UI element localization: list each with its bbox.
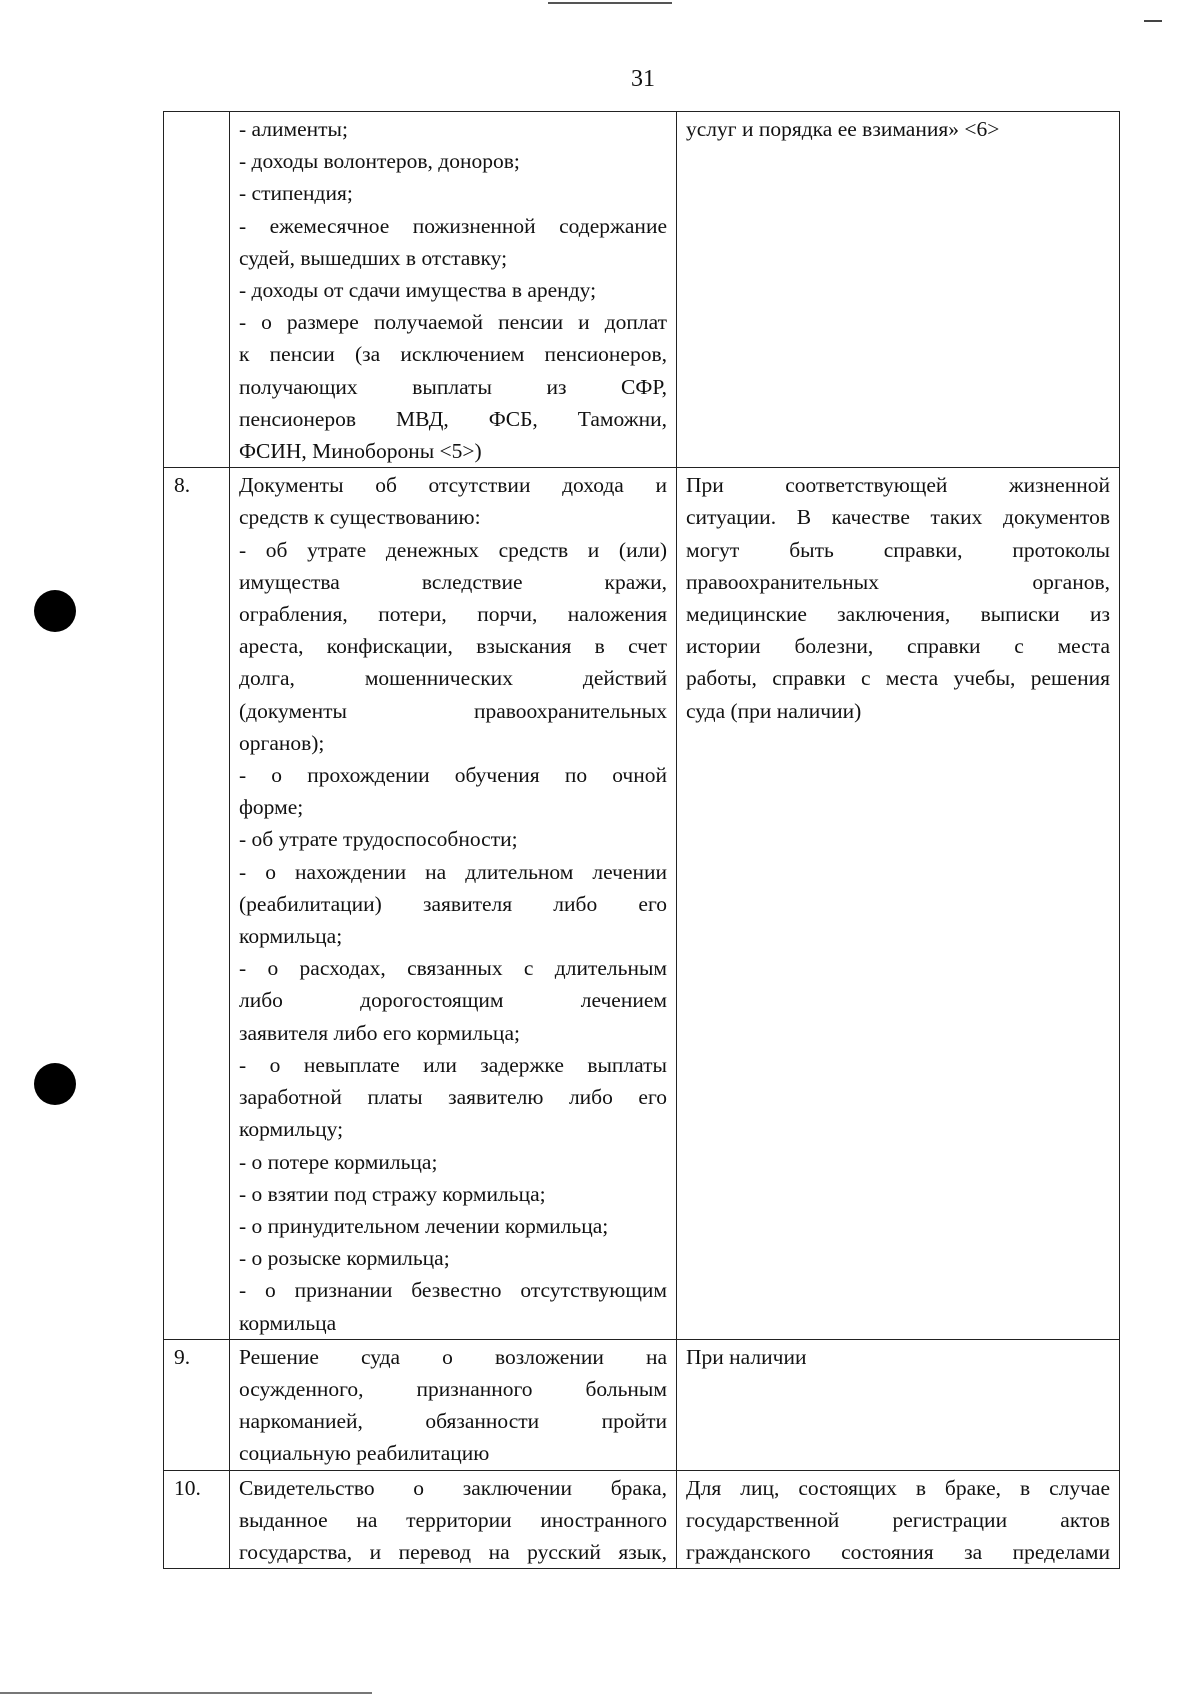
text-line: гражданского состояния за пределами xyxy=(686,1539,1110,1564)
text-line: органов); xyxy=(239,730,325,755)
text-line: - о взятии под стражу кормильца; xyxy=(239,1181,546,1206)
scan-edge-mark-bottom xyxy=(0,1692,372,1694)
document-cell xyxy=(230,1470,677,1569)
text-line: услуг и порядка ее взимания» <6> xyxy=(686,117,1000,141)
text-line: (документы правоохранительных xyxy=(239,698,667,723)
text-line: работы, справки с места учебы, решения xyxy=(686,666,1110,691)
text-line: средств к существованию: xyxy=(239,505,481,530)
text-line: социальную реабилитацию xyxy=(239,1441,490,1466)
text-line: - о прохождении обучения по очной xyxy=(239,763,667,788)
text-line: Решение суда о возложении на xyxy=(239,1344,667,1369)
text-line: к пенсии (за исключением пенсионеров, xyxy=(239,342,667,367)
text-line: осужденного, признанного больным xyxy=(239,1376,667,1401)
text-line: - об утрате трудоспособности; xyxy=(239,827,518,852)
text-line: (реабилитации) заявителя либо его xyxy=(239,891,667,916)
text-line: наркоманией, обязанности пройти xyxy=(239,1409,667,1434)
row-number: 8. xyxy=(164,468,230,1339)
text-line: выданное на территории иностранного xyxy=(239,1507,667,1532)
text-line: правоохранительных органов, xyxy=(686,569,1110,594)
table-row xyxy=(164,112,1120,468)
text-line: форме; xyxy=(239,795,304,820)
punch-hole xyxy=(34,590,76,632)
text-line: - о размере получаемой пенсии и доплат xyxy=(239,310,667,335)
text-line: государственной регистрации актов xyxy=(686,1507,1110,1532)
row-number: 9. xyxy=(164,1339,230,1470)
table-row xyxy=(164,1339,1120,1470)
text-line: - стипендия; xyxy=(239,181,353,206)
table-row xyxy=(164,1470,1120,1569)
text-line: получающих выплаты из СФР, xyxy=(239,374,667,399)
row-number: 10. xyxy=(164,1470,230,1569)
table-row xyxy=(164,468,1120,1339)
row-number xyxy=(164,112,230,468)
text-line: - о невыплате или задержке выплаты xyxy=(239,1052,667,1077)
text-line: кормильца; xyxy=(239,924,343,949)
text-line: долга, мошеннических действий xyxy=(239,666,667,691)
text-line: Свидетельство о заключении брака, xyxy=(239,1475,667,1500)
text-line: судей, вышедших в отставку; xyxy=(239,245,508,270)
text-line: - о потере кормильца; xyxy=(239,1149,438,1174)
text-line: суда (при наличии) xyxy=(686,698,862,723)
punch-hole xyxy=(34,1063,76,1105)
text-line: - алименты; xyxy=(239,117,348,141)
text-line: пенсионеров МВД, ФСБ, Таможни, xyxy=(239,406,667,431)
note-cell xyxy=(677,112,1120,468)
text-line: ограбления, потери, порчи, наложения xyxy=(239,602,667,627)
text-line: государства, и перевод на русский язык, xyxy=(239,1539,667,1564)
document-cell xyxy=(230,112,677,468)
text-line: - ежемесячное пожизненной содержание xyxy=(239,213,667,238)
text-line: медицинские заключения, выписки из xyxy=(686,602,1110,627)
note-cell xyxy=(677,1470,1120,1569)
text-line: ареста, конфискации, взыскания в счет xyxy=(239,634,667,659)
text-line: - о розыске кормильца; xyxy=(239,1246,450,1271)
text-line: - о расходах, связанных с длительным xyxy=(239,956,667,981)
text-line: имущества вследствие кражи, xyxy=(239,569,667,594)
page-number: 31 xyxy=(631,66,655,92)
text-line: либо дорогостоящим лечением xyxy=(239,988,667,1013)
documents-table xyxy=(163,111,1120,1569)
text-line: ФСИН, Минобороны <5>) xyxy=(239,439,482,464)
text-line: кормильцу; xyxy=(239,1117,344,1142)
text-line: Документы об отсутствии дохода и xyxy=(239,473,667,498)
text-line: При соответствующей жизненной xyxy=(686,473,1110,498)
text-line: - об утрате денежных средств и (или) xyxy=(239,537,667,562)
text-line: - доходы от сдачи имущества в аренду; xyxy=(239,278,597,303)
text-line: заработной платы заявителю либо его xyxy=(239,1085,667,1110)
text-line: - о нахождении на длительном лечении xyxy=(239,859,667,884)
text-line: - доходы волонтеров, доноров; xyxy=(239,149,520,174)
text-line: При наличии xyxy=(686,1344,807,1369)
note-cell xyxy=(677,1339,1120,1470)
text-line: могут быть справки, протоколы xyxy=(686,537,1110,562)
text-line: ситуации. В качестве таких документов xyxy=(686,505,1110,530)
text-line: кормильца xyxy=(239,1310,337,1335)
text-line: Для лиц, состоящих в браке, в случае xyxy=(686,1475,1110,1500)
scan-corner-mark xyxy=(1144,20,1162,22)
document-cell xyxy=(230,1339,677,1470)
text-line: - о принудительном лечении кормильца; xyxy=(239,1213,609,1238)
note-cell xyxy=(677,468,1120,1339)
document-cell xyxy=(230,468,677,1339)
text-line: заявителя либо его кормильца; xyxy=(239,1020,520,1045)
scan-edge-mark-top xyxy=(548,2,672,4)
text-line: - о признании безвестно отсутствующим xyxy=(239,1278,667,1303)
text-line: истории болезни, справки с места xyxy=(686,634,1110,659)
